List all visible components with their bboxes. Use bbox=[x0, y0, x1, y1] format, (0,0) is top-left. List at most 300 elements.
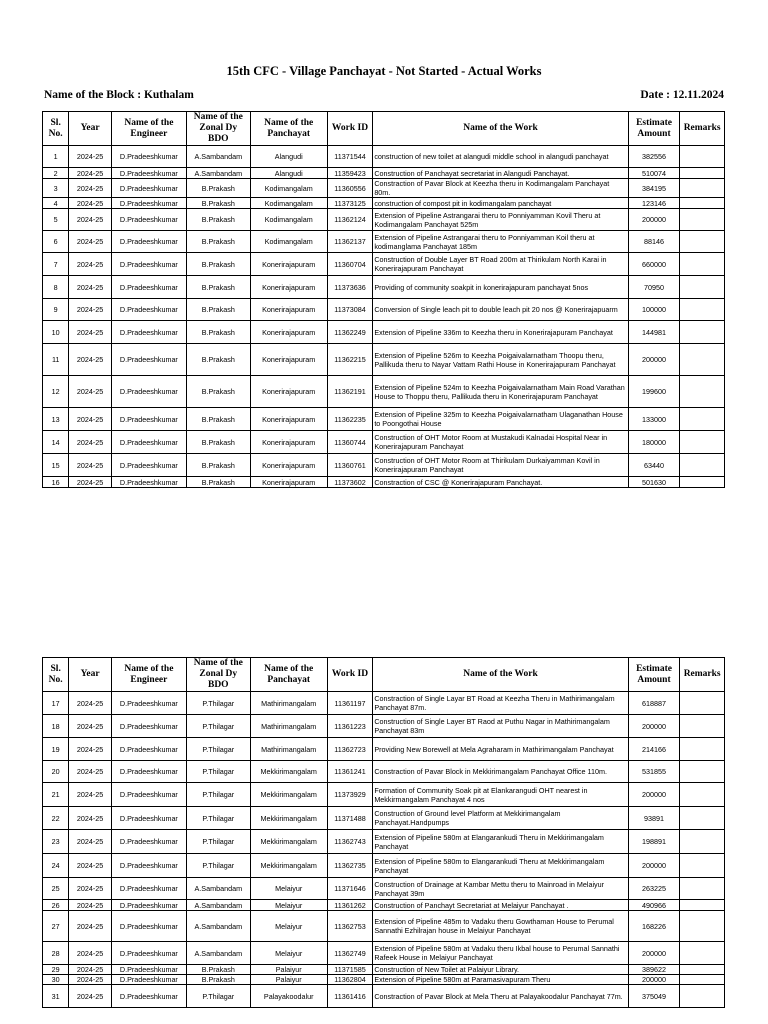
cell-work-id: 11373636 bbox=[327, 276, 373, 299]
cell-amount: 70950 bbox=[628, 276, 680, 299]
cell-sl: 19 bbox=[43, 738, 69, 761]
works-table-body bbox=[43, 146, 725, 488]
cell-panchayat: Konerirajapuram bbox=[250, 454, 327, 477]
cell-bdo: P.Thilagar bbox=[186, 807, 250, 830]
cell-work-id: 11362191 bbox=[327, 376, 373, 408]
cell-panchayat: Melaiyur bbox=[250, 911, 327, 942]
cell-amount: 263225 bbox=[628, 878, 680, 900]
cell-year: 2024-25 bbox=[69, 344, 112, 376]
cell-work-id: 11360761 bbox=[327, 454, 373, 477]
cell-sl: 3 bbox=[43, 179, 69, 198]
cell-work: Constraction of Pavar Block in Mekkirimangalam Panchayat Office 110m. bbox=[373, 761, 628, 783]
cell-work: Extension of Pipeline Astrangarai theru to Ponniyamman Kovil Theru at Kodimangalam Panchayat 525m bbox=[373, 209, 628, 231]
cell-sl: 10 bbox=[43, 321, 69, 344]
cell-bdo: P.Thilagar bbox=[186, 830, 250, 854]
cell-bdo: P.Thilagar bbox=[186, 783, 250, 807]
table-row bbox=[43, 168, 725, 179]
cell-panchayat: Konerirajapuram bbox=[250, 376, 327, 408]
works-table-page-2 bbox=[42, 657, 725, 1008]
cell-sl: 8 bbox=[43, 276, 69, 299]
table-row bbox=[43, 376, 725, 408]
cell-year: 2024-25 bbox=[69, 146, 112, 168]
cell-engineer: D.Pradeeshkumar bbox=[111, 692, 186, 715]
cell-amount: 198891 bbox=[628, 830, 680, 854]
cell-panchayat: Melaiyur bbox=[250, 900, 327, 911]
cell-work-id: 11373084 bbox=[327, 299, 373, 321]
cell-year: 2024-25 bbox=[69, 477, 112, 488]
cell-engineer: D.Pradeeshkumar bbox=[111, 276, 186, 299]
table-row bbox=[43, 321, 725, 344]
cell-remarks bbox=[680, 738, 725, 761]
cell-bdo: P.Thilagar bbox=[186, 715, 250, 738]
cell-remarks bbox=[680, 321, 725, 344]
cell-year: 2024-25 bbox=[69, 253, 112, 276]
header-work-id: Work ID bbox=[327, 112, 373, 146]
cell-work: Construction of Drainage at Kambar Mettu theru to Mainroad in Melaiyur Panchayat 39m bbox=[373, 878, 628, 900]
cell-bdo: B.Prakash bbox=[186, 454, 250, 477]
cell-sl: 25 bbox=[43, 878, 69, 900]
cell-amount: 389622 bbox=[628, 965, 680, 975]
cell-engineer: D.Pradeeshkumar bbox=[111, 431, 186, 454]
works-table-body bbox=[43, 692, 725, 1008]
works-table-page-1 bbox=[42, 111, 725, 488]
header-panchayat: Name of the Panchayat bbox=[250, 658, 327, 692]
header-bdo: Name of the Zonal Dy BDO bbox=[186, 658, 250, 692]
cell-sl: 13 bbox=[43, 408, 69, 431]
cell-work: Extension of Pipeline 580m at Elangarankudi Theru in Mekkirimangalam Panchayat bbox=[373, 830, 628, 854]
table-row bbox=[43, 900, 725, 911]
header-amount: Estimate Amount bbox=[628, 658, 680, 692]
table-row bbox=[43, 761, 725, 783]
cell-work: Construction of Panchayt Secretariat at Melaiyur Panchayat . bbox=[373, 900, 628, 911]
cell-work-id: 11361223 bbox=[327, 715, 373, 738]
cell-work: Providing New Borewell at Mela Agraharam in Mathirimangalam Panchayat bbox=[373, 738, 628, 761]
cell-engineer: D.Pradeeshkumar bbox=[111, 715, 186, 738]
cell-amount: 144981 bbox=[628, 321, 680, 344]
cell-engineer: D.Pradeeshkumar bbox=[111, 376, 186, 408]
cell-year: 2024-25 bbox=[69, 168, 112, 179]
cell-sl: 11 bbox=[43, 344, 69, 376]
table-row bbox=[43, 231, 725, 253]
cell-year: 2024-25 bbox=[69, 321, 112, 344]
cell-remarks bbox=[680, 408, 725, 431]
cell-remarks bbox=[680, 878, 725, 900]
cell-work-id: 11362804 bbox=[327, 975, 373, 985]
cell-sl: 30 bbox=[43, 975, 69, 985]
cell-year: 2024-25 bbox=[69, 878, 112, 900]
cell-sl: 2 bbox=[43, 168, 69, 179]
header-panchayat: Name of the Panchayat bbox=[250, 112, 327, 146]
cell-remarks bbox=[680, 376, 725, 408]
table-row bbox=[43, 738, 725, 761]
cell-remarks bbox=[680, 975, 725, 985]
cell-engineer: D.Pradeeshkumar bbox=[111, 209, 186, 231]
header-work: Name of the Work bbox=[373, 658, 628, 692]
cell-year: 2024-25 bbox=[69, 231, 112, 253]
cell-remarks bbox=[680, 179, 725, 198]
cell-engineer: D.Pradeeshkumar bbox=[111, 344, 186, 376]
cell-work-id: 11371544 bbox=[327, 146, 373, 168]
cell-engineer: D.Pradeeshkumar bbox=[111, 477, 186, 488]
table-row bbox=[43, 276, 725, 299]
cell-bdo: B.Prakash bbox=[186, 209, 250, 231]
header-sl: Sl. No. bbox=[43, 112, 69, 146]
cell-bdo: B.Prakash bbox=[186, 321, 250, 344]
cell-year: 2024-25 bbox=[69, 715, 112, 738]
cell-work-id: 11371488 bbox=[327, 807, 373, 830]
cell-panchayat: Palaiyur bbox=[250, 965, 327, 975]
cell-work-id: 11371585 bbox=[327, 965, 373, 975]
cell-panchayat: Konerirajapuram bbox=[250, 344, 327, 376]
cell-year: 2024-25 bbox=[69, 431, 112, 454]
cell-sl: 29 bbox=[43, 965, 69, 975]
cell-year: 2024-25 bbox=[69, 761, 112, 783]
cell-bdo: B.Prakash bbox=[186, 276, 250, 299]
cell-engineer: D.Pradeeshkumar bbox=[111, 942, 186, 965]
cell-amount: 199600 bbox=[628, 376, 680, 408]
cell-sl: 9 bbox=[43, 299, 69, 321]
cell-sl: 24 bbox=[43, 854, 69, 878]
cell-engineer: D.Pradeeshkumar bbox=[111, 408, 186, 431]
cell-engineer: D.Pradeeshkumar bbox=[111, 807, 186, 830]
table-row bbox=[43, 854, 725, 878]
cell-bdo: P.Thilagar bbox=[186, 738, 250, 761]
cell-panchayat: Mekkirimangalam bbox=[250, 783, 327, 807]
cell-remarks bbox=[680, 168, 725, 179]
cell-work: Extension of Pipeline 325m to Keezha Poigaivalarnatham Ulaganathan House to Poongothai House bbox=[373, 408, 628, 431]
cell-work-id: 11362743 bbox=[327, 830, 373, 854]
cell-panchayat: Mathirimangalam bbox=[250, 738, 327, 761]
cell-bdo: A.Sambandam bbox=[186, 168, 250, 179]
cell-engineer: D.Pradeeshkumar bbox=[111, 179, 186, 198]
cell-remarks bbox=[680, 431, 725, 454]
cell-work: construction of new toilet at alangudi middle school in alangudi panchayat bbox=[373, 146, 628, 168]
cell-engineer: D.Pradeeshkumar bbox=[111, 783, 186, 807]
cell-sl: 18 bbox=[43, 715, 69, 738]
cell-bdo: B.Prakash bbox=[186, 198, 250, 209]
cell-year: 2024-25 bbox=[69, 692, 112, 715]
cell-work-id: 11361197 bbox=[327, 692, 373, 715]
cell-work-id: 11361416 bbox=[327, 985, 373, 1008]
cell-remarks bbox=[680, 253, 725, 276]
cell-work: Extension of Pipeline 336m to Keezha theru in Konerirajapuram Panchayat bbox=[373, 321, 628, 344]
table-row bbox=[43, 692, 725, 715]
cell-sl: 15 bbox=[43, 454, 69, 477]
cell-panchayat: Konerirajapuram bbox=[250, 431, 327, 454]
table-row bbox=[43, 408, 725, 431]
cell-remarks bbox=[680, 231, 725, 253]
cell-engineer: D.Pradeeshkumar bbox=[111, 299, 186, 321]
cell-work-id: 11373929 bbox=[327, 783, 373, 807]
cell-sl: 20 bbox=[43, 761, 69, 783]
header-bdo: Name of the Zonal Dy BDO bbox=[186, 112, 250, 146]
cell-work-id: 11362124 bbox=[327, 209, 373, 231]
cell-bdo: B.Prakash bbox=[186, 975, 250, 985]
cell-panchayat: Mekkirimangalam bbox=[250, 854, 327, 878]
cell-panchayat: Palaiyur bbox=[250, 975, 327, 985]
cell-engineer: D.Pradeeshkumar bbox=[111, 878, 186, 900]
cell-panchayat: Konerirajapuram bbox=[250, 253, 327, 276]
cell-work-id: 11362235 bbox=[327, 408, 373, 431]
cell-amount: 200000 bbox=[628, 942, 680, 965]
cell-panchayat: Alangudi bbox=[250, 146, 327, 168]
cell-year: 2024-25 bbox=[69, 209, 112, 231]
table-row bbox=[43, 253, 725, 276]
cell-panchayat: Mekkirimangalam bbox=[250, 830, 327, 854]
cell-panchayat: Konerirajapuram bbox=[250, 408, 327, 431]
cell-work: Extension of Pipeline 485m to Vadaku theru Gowthaman House to Perumal Sannathi Ezhilrajan house in Melaiyur Panchayat bbox=[373, 911, 628, 942]
cell-bdo: B.Prakash bbox=[186, 299, 250, 321]
cell-engineer: D.Pradeeshkumar bbox=[111, 738, 186, 761]
table-row bbox=[43, 179, 725, 198]
table-row bbox=[43, 830, 725, 854]
cell-work: Construction of Panchayat secretariat in Alangudi Panchayat. bbox=[373, 168, 628, 179]
cell-remarks bbox=[680, 276, 725, 299]
cell-engineer: D.Pradeeshkumar bbox=[111, 830, 186, 854]
table-row bbox=[43, 454, 725, 477]
cell-engineer: D.Pradeeshkumar bbox=[111, 854, 186, 878]
cell-work: Extension of Pipeline 580m to Elangarankudi Theru at Mekkirimangalam Panchayat bbox=[373, 854, 628, 878]
cell-year: 2024-25 bbox=[69, 985, 112, 1008]
cell-remarks bbox=[680, 209, 725, 231]
cell-work: Construction of Single Layer BT Raod at Puthu Nagar in Mathirimangalam Panchayat 83m bbox=[373, 715, 628, 738]
table-row bbox=[43, 807, 725, 830]
cell-remarks bbox=[680, 830, 725, 854]
cell-bdo: B.Prakash bbox=[186, 231, 250, 253]
cell-year: 2024-25 bbox=[69, 830, 112, 854]
cell-panchayat: Kodimangalam bbox=[250, 198, 327, 209]
cell-year: 2024-25 bbox=[69, 911, 112, 942]
cell-amount: 93891 bbox=[628, 807, 680, 830]
table-row bbox=[43, 299, 725, 321]
cell-work: Construction of OHT Motor Room at Thirikulam Durkaiyamman Kovil in Konerirajapuram Panchayat bbox=[373, 454, 628, 477]
cell-sl: 16 bbox=[43, 477, 69, 488]
cell-work: Construction of OHT Motor Room at Mustakudi Kalnadai Hospital Near in Konerirajapuram Panchayat bbox=[373, 431, 628, 454]
cell-sl: 23 bbox=[43, 830, 69, 854]
cell-engineer: D.Pradeeshkumar bbox=[111, 900, 186, 911]
cell-bdo: P.Thilagar bbox=[186, 761, 250, 783]
cell-sl: 4 bbox=[43, 198, 69, 209]
cell-work: Conversion of Single leach pit to double leach pit 20 nos @ Konerirajapuarm bbox=[373, 299, 628, 321]
cell-remarks bbox=[680, 965, 725, 975]
cell-work: Extension of Pipeline 580m at Vadaku theru Ikbal house to Perumal Sannathi Rafeek House in Melaiyur Panchayat bbox=[373, 942, 628, 965]
cell-work-id: 11362723 bbox=[327, 738, 373, 761]
header-engineer: Name of the Engineer bbox=[111, 112, 186, 146]
cell-amount: 123146 bbox=[628, 198, 680, 209]
cell-engineer: D.Pradeeshkumar bbox=[111, 454, 186, 477]
cell-remarks bbox=[680, 146, 725, 168]
cell-work: Extension of Pipeline 526m to Keezha Poigaivalarnatham Thoopu theru, Pallikuda theru to Nayar Vattam Rathi House in Konerirajapuram Panchayat bbox=[373, 344, 628, 376]
cell-amount: 200000 bbox=[628, 209, 680, 231]
document-title: 15th CFC - Village Panchayat - Not Started - Actual Works bbox=[226, 64, 542, 78]
cell-amount: 180000 bbox=[628, 431, 680, 454]
cell-work: Extension of Pipeline 524m to Keezha Poigaivalarnatham Main Road Varathan House to Thoppu theru, Pallikuda theru in Konerirajapuram Panchayat bbox=[373, 376, 628, 408]
cell-engineer: D.Pradeeshkumar bbox=[111, 146, 186, 168]
cell-work-id: 11362137 bbox=[327, 231, 373, 253]
cell-sl: 21 bbox=[43, 783, 69, 807]
cell-bdo: P.Thilagar bbox=[186, 985, 250, 1008]
header-year: Year bbox=[69, 112, 112, 146]
cell-panchayat: Alangudi bbox=[250, 168, 327, 179]
cell-amount: 618887 bbox=[628, 692, 680, 715]
cell-work-id: 11359423 bbox=[327, 168, 373, 179]
cell-bdo: B.Prakash bbox=[186, 431, 250, 454]
cell-engineer: D.Pradeeshkumar bbox=[111, 761, 186, 783]
cell-amount: 88146 bbox=[628, 231, 680, 253]
cell-remarks bbox=[680, 198, 725, 209]
header-work-id: Work ID bbox=[327, 658, 373, 692]
cell-work-id: 11362753 bbox=[327, 911, 373, 942]
block-name: Name of the Block : Kuthalam bbox=[44, 89, 194, 101]
cell-sl: 31 bbox=[43, 985, 69, 1008]
cell-work-id: 11362215 bbox=[327, 344, 373, 376]
cell-engineer: D.Pradeeshkumar bbox=[111, 965, 186, 975]
header-remarks: Remarks bbox=[680, 658, 725, 692]
cell-panchayat: Konerirajapuram bbox=[250, 276, 327, 299]
cell-year: 2024-25 bbox=[69, 900, 112, 911]
cell-year: 2024-25 bbox=[69, 376, 112, 408]
cell-work-id: 11360744 bbox=[327, 431, 373, 454]
table-row bbox=[43, 942, 725, 965]
cell-bdo: B.Prakash bbox=[186, 179, 250, 198]
cell-amount: 200000 bbox=[628, 344, 680, 376]
table-row bbox=[43, 985, 725, 1008]
cell-remarks bbox=[680, 985, 725, 1008]
cell-engineer: D.Pradeeshkumar bbox=[111, 168, 186, 179]
cell-engineer: D.Pradeeshkumar bbox=[111, 975, 186, 985]
header-year: Year bbox=[69, 658, 112, 692]
table-row bbox=[43, 975, 725, 985]
cell-sl: 7 bbox=[43, 253, 69, 276]
header-remarks: Remarks bbox=[680, 112, 725, 146]
cell-work: Construction of Ground level Platform at Mekkirimangalam Panchayat.Handpumps bbox=[373, 807, 628, 830]
cell-remarks bbox=[680, 900, 725, 911]
cell-work-id: 11362249 bbox=[327, 321, 373, 344]
cell-bdo: B.Prakash bbox=[186, 408, 250, 431]
cell-bdo: B.Prakash bbox=[186, 253, 250, 276]
cell-amount: 100000 bbox=[628, 299, 680, 321]
cell-year: 2024-25 bbox=[69, 807, 112, 830]
cell-remarks bbox=[680, 807, 725, 830]
cell-engineer: D.Pradeeshkumar bbox=[111, 911, 186, 942]
cell-work-id: 11371646 bbox=[327, 878, 373, 900]
cell-amount: 200000 bbox=[628, 975, 680, 985]
cell-remarks bbox=[680, 477, 725, 488]
cell-sl: 6 bbox=[43, 231, 69, 253]
cell-bdo: B.Prakash bbox=[186, 477, 250, 488]
cell-sl: 22 bbox=[43, 807, 69, 830]
cell-work: Construction of Double Layer BT Road 200m at Thirikulam North Karai in Konerirajapuram Panchayat bbox=[373, 253, 628, 276]
cell-amount: 375049 bbox=[628, 985, 680, 1008]
cell-panchayat: Palayakoodalur bbox=[250, 985, 327, 1008]
table-row bbox=[43, 878, 725, 900]
cell-work-id: 11362749 bbox=[327, 942, 373, 965]
cell-year: 2024-25 bbox=[69, 408, 112, 431]
cell-work-id: 11361241 bbox=[327, 761, 373, 783]
cell-year: 2024-25 bbox=[69, 738, 112, 761]
header-work: Name of the Work bbox=[373, 112, 628, 146]
cell-amount: 63440 bbox=[628, 454, 680, 477]
cell-remarks bbox=[680, 299, 725, 321]
cell-work-id: 11360704 bbox=[327, 253, 373, 276]
table-row bbox=[43, 965, 725, 975]
cell-work: Constraction of Pavar Block at Keezha theru in Kodimangalam Panchayat 80m. bbox=[373, 179, 628, 198]
cell-work-id: 11373602 bbox=[327, 477, 373, 488]
cell-amount: 384195 bbox=[628, 179, 680, 198]
cell-work: Constraction of Single Layar BT Road at Keezha Theru in Mathirimangalam Panchayat 87m. bbox=[373, 692, 628, 715]
cell-bdo: B.Prakash bbox=[186, 965, 250, 975]
cell-remarks bbox=[680, 911, 725, 942]
cell-year: 2024-25 bbox=[69, 854, 112, 878]
table-row bbox=[43, 198, 725, 209]
cell-work-id: 11362735 bbox=[327, 854, 373, 878]
cell-work-id: 11361262 bbox=[327, 900, 373, 911]
cell-remarks bbox=[680, 761, 725, 783]
cell-amount: 200000 bbox=[628, 715, 680, 738]
cell-work: Formation of Community Soak pit at Elankarangudi OHT nearest in Mekkirmangalam Panchayat 4 nos bbox=[373, 783, 628, 807]
cell-year: 2024-25 bbox=[69, 276, 112, 299]
cell-bdo: B.Prakash bbox=[186, 376, 250, 408]
cell-bdo: A.Sambandam bbox=[186, 878, 250, 900]
cell-sl: 14 bbox=[43, 431, 69, 454]
header-row bbox=[43, 658, 725, 692]
cell-amount: 510074 bbox=[628, 168, 680, 179]
cell-amount: 490966 bbox=[628, 900, 680, 911]
cell-bdo: B.Prakash bbox=[186, 344, 250, 376]
cell-amount: 382556 bbox=[628, 146, 680, 168]
cell-remarks bbox=[680, 692, 725, 715]
cell-sl: 27 bbox=[43, 911, 69, 942]
cell-panchayat: Melaiyur bbox=[250, 942, 327, 965]
report-date: Date : 12.11.2024 bbox=[640, 89, 724, 101]
header-row bbox=[43, 112, 725, 146]
table-row bbox=[43, 431, 725, 454]
cell-work: construction of compost pit in kodimangalam panchayat bbox=[373, 198, 628, 209]
cell-year: 2024-25 bbox=[69, 198, 112, 209]
cell-amount: 168226 bbox=[628, 911, 680, 942]
cell-panchayat: Konerirajapuram bbox=[250, 321, 327, 344]
cell-year: 2024-25 bbox=[69, 454, 112, 477]
cell-work: Constraction of CSC @ Konerirajapuram Panchayat. bbox=[373, 477, 628, 488]
cell-sl: 5 bbox=[43, 209, 69, 231]
cell-panchayat: Kodimangalam bbox=[250, 179, 327, 198]
cell-remarks bbox=[680, 715, 725, 738]
cell-panchayat: Mekkirimangalam bbox=[250, 761, 327, 783]
cell-panchayat: Kodimangalam bbox=[250, 231, 327, 253]
cell-remarks bbox=[680, 454, 725, 477]
table-row bbox=[43, 911, 725, 942]
table-row bbox=[43, 477, 725, 488]
cell-panchayat: Mathirimangalam bbox=[250, 715, 327, 738]
cell-sl: 28 bbox=[43, 942, 69, 965]
cell-engineer: D.Pradeeshkumar bbox=[111, 321, 186, 344]
table-row bbox=[43, 146, 725, 168]
cell-bdo: A.Sambandam bbox=[186, 146, 250, 168]
cell-amount: 501630 bbox=[628, 477, 680, 488]
cell-panchayat: Kodimangalam bbox=[250, 209, 327, 231]
table-row bbox=[43, 715, 725, 738]
cell-engineer: D.Pradeeshkumar bbox=[111, 253, 186, 276]
cell-bdo: P.Thilagar bbox=[186, 692, 250, 715]
document-meta bbox=[44, 89, 724, 101]
cell-work: Extension of Pipeline 580m at Paramasivapuram Theru bbox=[373, 975, 628, 985]
cell-year: 2024-25 bbox=[69, 783, 112, 807]
cell-amount: 200000 bbox=[628, 783, 680, 807]
cell-year: 2024-25 bbox=[69, 975, 112, 985]
cell-amount: 531855 bbox=[628, 761, 680, 783]
cell-bdo: A.Sambandam bbox=[186, 900, 250, 911]
cell-bdo: P.Thilagar bbox=[186, 854, 250, 878]
